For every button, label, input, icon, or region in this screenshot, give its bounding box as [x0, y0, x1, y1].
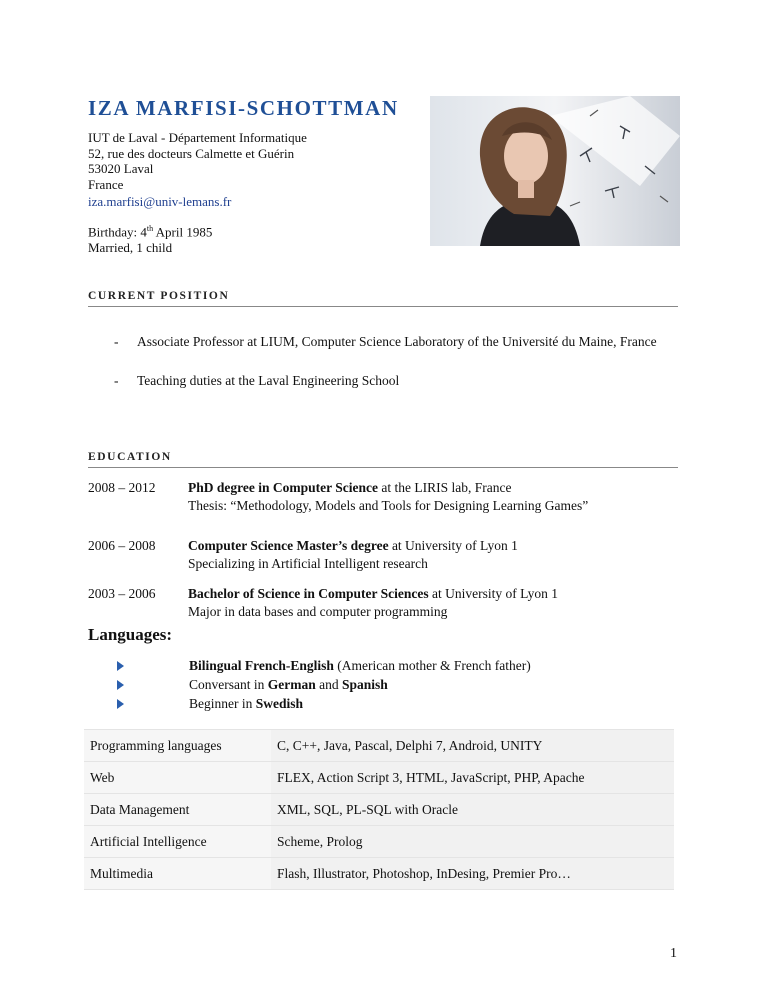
section-divider — [88, 306, 678, 307]
page-number: 1 — [670, 946, 677, 961]
skill-values: Scheme, Prolog — [271, 826, 674, 858]
education-detail: at University of Lyon 1 — [428, 586, 558, 601]
bullet-dash: - — [114, 334, 119, 349]
list-item-text: Teaching duties at the Laval Engineering School — [137, 373, 400, 388]
section-heading-languages: Languages: — [88, 625, 173, 644]
family-status: Married, 1 child — [88, 239, 173, 255]
profile-photo-image — [430, 96, 680, 246]
address-block — [88, 130, 307, 192]
skill-category: Web — [84, 762, 271, 794]
education-dates: 2003 – 2006 — [88, 586, 156, 601]
skill-category: Artificial Intelligence — [84, 826, 271, 858]
skill-category: Data Management — [84, 794, 271, 826]
education-detail: at University of Lyon 1 — [388, 538, 518, 553]
section-heading-current-position: CURRENT POSITION — [88, 290, 230, 302]
address-line: IUT de Laval - Département Informatique — [88, 130, 307, 145]
skill-values: XML, SQL, PL-SQL with Oracle — [271, 794, 674, 826]
education-degree: Computer Science Master’s degree — [188, 538, 389, 553]
birthday: Birthday: 4th April 1985 — [88, 224, 213, 240]
language-text: Bilingual French-English (American mother & French father) — [189, 658, 531, 673]
skill-values: Flash, Illustrator, Photoshop, InDesing, Premier Pro… — [271, 858, 674, 890]
skill-values: FLEX, Action Script 3, HTML, JavaScript, PHP, Apache — [271, 762, 674, 794]
email-link[interactable]: iza.marfisi@univ-lemans.fr — [88, 194, 232, 209]
bullet-arrow-icon — [117, 699, 124, 709]
skills-table — [84, 729, 674, 890]
table-row — [84, 794, 674, 826]
education-line2: Specializing in Artificial Intelligent research — [188, 556, 428, 571]
table-row — [84, 826, 674, 858]
address-line: 53020 Laval — [88, 161, 154, 176]
education-degree: PhD degree in Computer Science — [188, 480, 378, 495]
address-line: 52, rue des docteurs Calmette et Guérin — [88, 145, 295, 161]
skill-category: Multimedia — [84, 858, 271, 890]
address-line: France — [88, 176, 124, 192]
bullet-dash: - — [114, 373, 119, 388]
table-row — [84, 858, 674, 890]
education-line2: Major in data bases and computer programming — [188, 604, 448, 619]
skill-values: C, C++, Java, Pascal, Delphi 7, Android, UNITY — [271, 730, 674, 762]
table-row — [84, 762, 674, 794]
education-body — [188, 479, 678, 515]
section-divider — [88, 467, 678, 468]
language-text: Beginner in Swedish — [189, 696, 304, 711]
education-dates: 2006 – 2008 — [88, 538, 156, 553]
education-detail: at the LIRIS lab, France — [377, 480, 512, 495]
list-item-text: Associate Professor at LIUM, Computer Science Laboratory of the Université du Maine, France — [137, 334, 657, 349]
education-degree: Bachelor of Science in Computer Sciences — [188, 586, 429, 601]
education-body — [188, 585, 678, 621]
bullet-arrow-icon — [117, 680, 124, 690]
education-body — [188, 537, 678, 573]
education-dates: 2008 – 2012 — [88, 480, 156, 495]
profile-photo — [430, 96, 680, 246]
bullet-arrow-icon — [117, 661, 124, 671]
table-row — [84, 730, 674, 762]
personal-info — [88, 221, 212, 255]
cv-name: IZA MARFISI-SCHOTTMAN — [88, 96, 399, 120]
section-heading-education: EDUCATION — [88, 451, 172, 463]
skill-category: Programming languages — [84, 730, 271, 762]
education-line2: Thesis: “Methodology, Models and Tools for Designing Learning Games” — [188, 498, 589, 513]
language-text: Conversant in German and Spanish — [189, 677, 388, 692]
